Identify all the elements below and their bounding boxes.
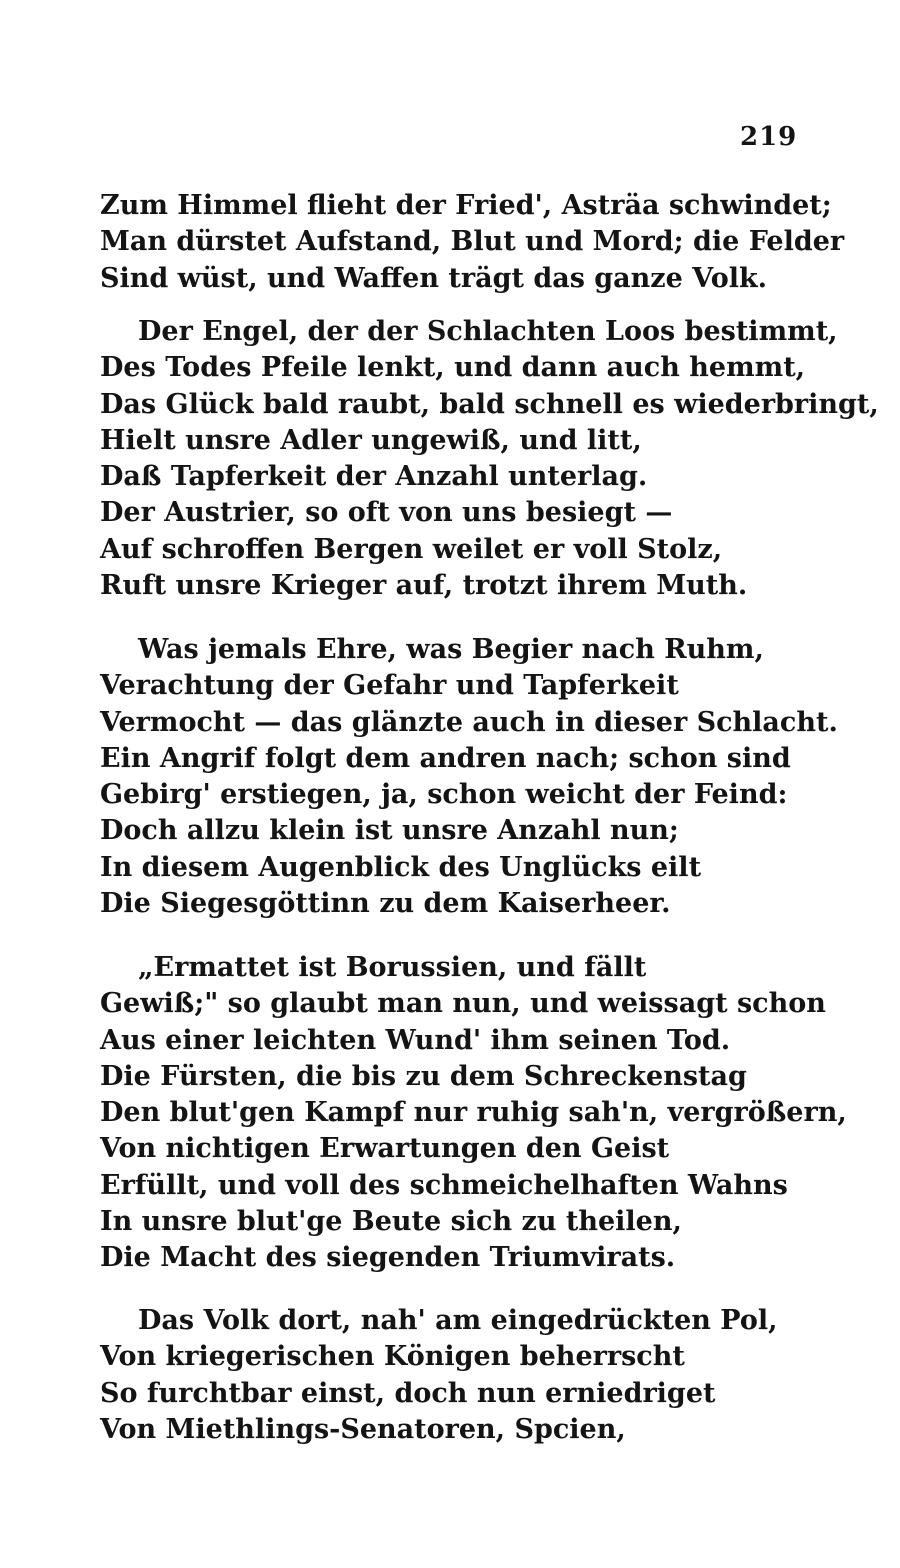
- verse-line: Das Volk dort, nah' am eingedrückten Pol,: [138, 1305, 778, 1336]
- stanza: [100, 632, 860, 922]
- verse-line: Von nichtigen Erwartungen den Geist: [100, 1133, 670, 1165]
- verse-line: „Ermattet ist Borussien, und fällt: [138, 952, 647, 983]
- stanza: [100, 188, 860, 297]
- verse-line: In unsre blut'ge Beute sich zu theilen,: [100, 1206, 682, 1238]
- verse-line: Zum Himmel flieht der Fried', Asträa schwindet;: [100, 190, 832, 221]
- verse-line: Vermocht — das glänzte auch in dieser Schlacht.: [100, 706, 838, 738]
- verse-line: So furchtbar einst, doch nun erniedriget: [100, 1377, 716, 1409]
- verse-line: Hielt unsre Adler ungewiß, und litt,: [100, 424, 642, 456]
- page-number: 219: [740, 122, 798, 152]
- verse-line: Auf schroffen Bergen weilet er voll Stolz,: [100, 533, 723, 565]
- verse-line: Das Glück bald raubt, bald schnell es wiederbringt,: [100, 388, 879, 420]
- verse-line: Den blut'gen Kampf nur ruhig sah'n, vergrößern,: [100, 1097, 847, 1129]
- verse-line: Die Siegesgöttinn zu dem Kaiserheer.: [100, 888, 671, 920]
- verse-line: Gebirg' erstiegen, ja, schon weicht der Feind:: [100, 779, 788, 811]
- stanza: [100, 314, 879, 604]
- verse-line: Erfüllt, und voll des schmeichelhaften Wahns: [100, 1169, 788, 1201]
- verse-line: Ruft unsre Krieger auf, trotzt ihrem Muth.: [100, 570, 748, 602]
- stanza: [100, 1303, 860, 1448]
- verse-line: Was jemals Ehre, was Begier nach Ruhm,: [138, 634, 764, 665]
- verse-line: Sind wüst, und Waffen trägt das ganze Volk.: [100, 262, 768, 294]
- verse-line: In diesem Augenblick des Unglücks eilt: [100, 851, 702, 883]
- verse-line: Von kriegerischen Königen beherrscht: [100, 1341, 685, 1373]
- verse-line: Man dürstet Aufstand, Blut und Mord; die Felder: [100, 226, 845, 258]
- verse-line: Daß Tapferkeit der Anzahl unterlag.: [100, 461, 648, 493]
- verse-line: Doch allzu klein ist unsre Anzahl nun;: [100, 815, 679, 847]
- stanza: [100, 950, 860, 1277]
- verse-line: Des Todes Pfeile lenkt, und dann auch hemmt,: [100, 352, 806, 384]
- verse-line: Von Miethlings-Senatoren, Spcien,: [100, 1413, 626, 1445]
- verse-line: Aus einer leichten Wund' ihm seinen Tod.: [100, 1024, 731, 1056]
- verse-line: Verachtung der Gefahr und Tapferkeit: [100, 670, 679, 702]
- verse-line: Der Austrier, so oft von uns besiegt —: [100, 497, 673, 529]
- verse-line: Der Engel, der der Schlachten Loos bestimmt,: [138, 316, 838, 347]
- verse-line: Die Fürsten, die bis zu dem Schreckenstag: [100, 1060, 747, 1092]
- verse-line: Die Macht des siegenden Triumvirats.: [100, 1242, 676, 1274]
- verse-line: Ein Angrif folgt dem andren nach; schon sind: [100, 742, 791, 774]
- verse-line: Gewiß;" so glaubt man nun, und weissagt schon: [100, 988, 826, 1020]
